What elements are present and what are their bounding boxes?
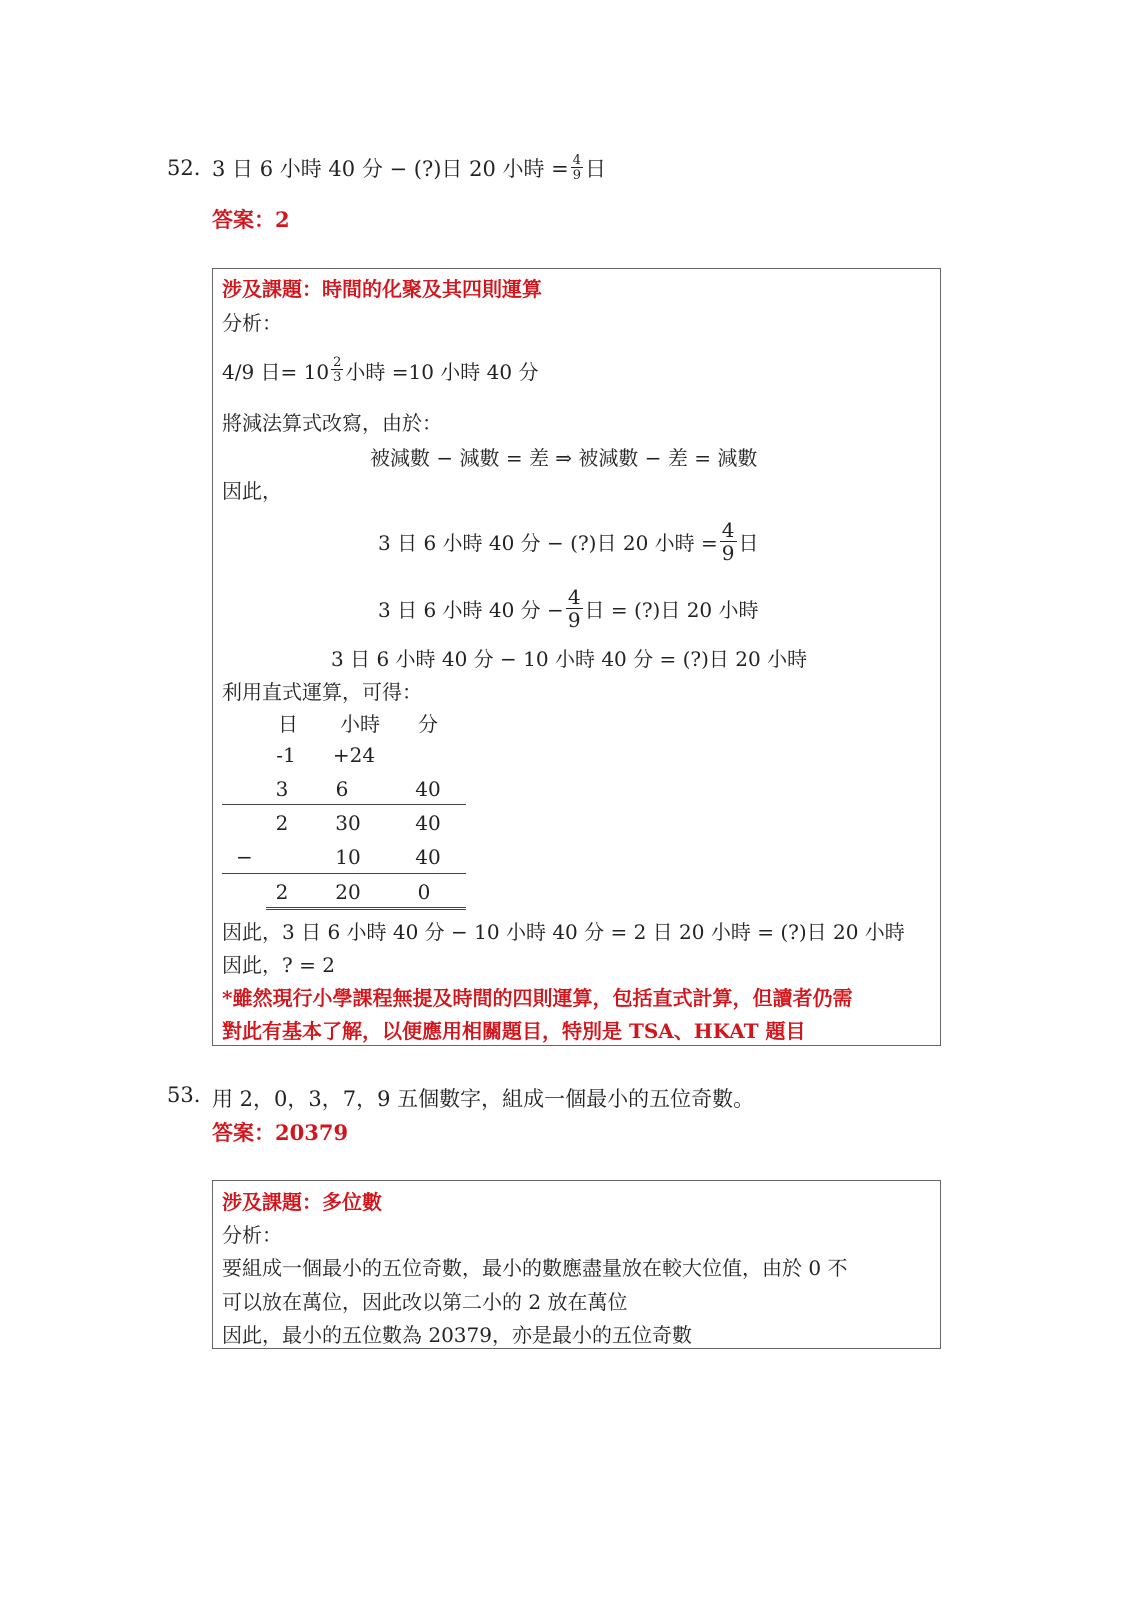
q52-subtraction-rule: 被減數 − 減數 = 差 ⇒ 被減數 − 差 = 減數	[370, 446, 758, 470]
table-header-hour: 小時	[340, 712, 380, 736]
table-cell: 3	[275, 777, 289, 801]
q52-result: 因此，? = 2	[222, 953, 335, 977]
q53-analysis-line-2: 可以放在萬位，因此改以第二小的 2 放在萬位	[222, 1290, 628, 1314]
table-cell: +24	[332, 743, 376, 767]
q52-mixed-fraction: $\frac{2}{3}$	[333, 355, 342, 385]
table-result-cell: 0	[417, 880, 431, 904]
q52-equation-1: 3 日 6 小時 40 分 − (?)日 20 小時 = $\frac{4}{9}$ 日	[378, 517, 759, 565]
table-cell: 10	[335, 845, 361, 869]
q52-vertical-intro: 利用直式運算，可得：	[222, 680, 422, 704]
minus-sign: −	[236, 845, 253, 869]
q53-topic: 涉及課題：多位數	[222, 1190, 382, 1214]
table-header-minute: 分	[418, 712, 438, 736]
q52-equation-unit: 日	[585, 157, 607, 181]
q53-number: 53.	[167, 1083, 201, 1107]
q52-note-line-2: 對此有基本了解，以便應用相關題目，特別是 TSA、HKAT 題目	[222, 1019, 806, 1043]
q52-rewrite-intro: 將減法算式改寫，由於：	[222, 411, 442, 435]
table-cell: 2	[275, 811, 289, 835]
table-divider	[222, 873, 466, 874]
q52-equation	[212, 148, 606, 188]
table-cell: -1	[276, 743, 296, 767]
q52-equation-3: 3 日 6 小時 40 分 − 10 小時 40 分 = (?)日 20 小時	[331, 647, 808, 671]
q53-analysis-line-3: 因此，最小的五位數為 20379，亦是最小的五位奇數	[222, 1323, 692, 1347]
q52-note-line-1: *雖然現行小學課程無提及時間的四則運算，包括直式計算，但讀者仍需	[222, 986, 853, 1010]
table-divider	[222, 804, 466, 805]
q52-conclusion: 因此，3 日 6 小時 40 分 − 10 小時 40 分 = 2 日 20 小時 = (?)日 20 小時	[222, 920, 905, 944]
q53-answer: 答案：20379	[212, 1120, 349, 1145]
table-header-day: 日	[278, 712, 298, 736]
q53-analysis-label: 分析：	[222, 1223, 282, 1247]
table-result-cell: 2	[275, 880, 289, 904]
q53-analysis-line-1: 要組成一個最小的五位奇數，最小的數應盡量放在較大位值，由於 0 不	[222, 1256, 848, 1280]
q52-equation-2: 3 日 6 小時 40 分 − $\frac{4}{9}$ 日 = (?)日 20 小時	[378, 584, 759, 632]
table-cell: 30	[335, 811, 361, 835]
q52-number: 52.	[167, 156, 201, 180]
q52-analysis-label: 分析：	[222, 311, 282, 335]
q52-answer: 答案：2	[212, 207, 290, 232]
table-result-underline	[266, 907, 466, 910]
table-cell: 40	[415, 811, 441, 835]
q53-question: 用 2，0，3，7，9 五個數字，組成一個最小的五位奇數。	[212, 1087, 755, 1111]
table-result-cell: 20	[335, 880, 361, 904]
table-cell: 6	[335, 777, 349, 801]
q52-equation-left: 3 日 6 小時 40 分 − (?)日 20 小時 =	[212, 157, 569, 181]
table-cell: 40	[415, 777, 441, 801]
q52-fraction: $\frac{4}{9}$	[572, 153, 582, 183]
q52-therefore: 因此，	[222, 479, 282, 503]
q52-topic: 涉及課題：時間的化聚及其四則運算	[222, 277, 542, 301]
q52-conversion-line: 4/9 日= 10 $\frac{2}{3}$ 小時 =10 小時 40 分	[222, 355, 539, 385]
table-cell: 40	[415, 845, 441, 869]
